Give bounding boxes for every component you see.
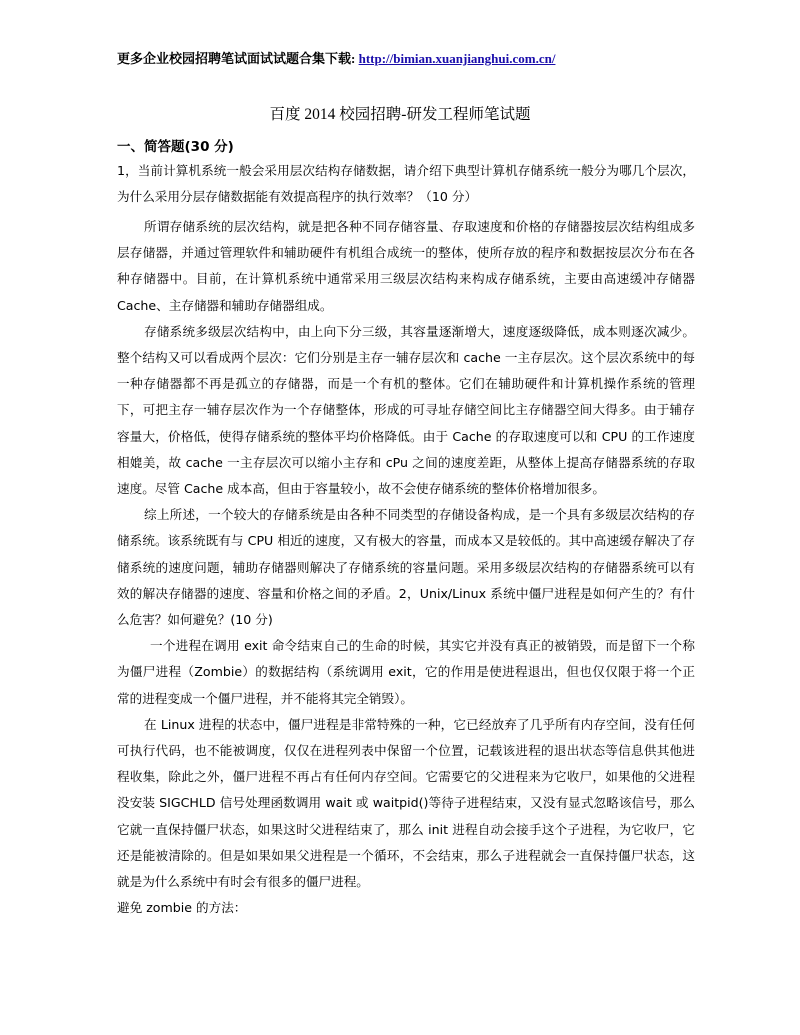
section-heading: 一、简答题(30 分) xyxy=(117,139,234,155)
download-banner xyxy=(117,48,555,67)
document-title: 百度 2014 校园招聘-研发工程师笔试题 xyxy=(269,106,531,123)
answer-1-paragraph-2: 存储系统多级层次结构中，由上向下分三级，其容量逐渐增大，速度逐级降低，成本则逐次减少。整个结构又可以看成两个层次：它们分别是主存一辅存层次和 cache 一主存层次。这个层次系统中的每一种存储器都不再是孤立的存储器，而是一个有机的整体。它们在辅助硬件和计算机操作系统的管理下，可把主存一辅存层次作为一个存储整体，形成的可寻址存储空间比主存储器空间大得多。由于辅存容量大，价格低，使得存储系统的整体平均价格降低。由于 Cache 的存取速度可以和 CPU 的工作速度相媲美，故 cache 一主存层次可以缩小主存和 cPu 之间的速度差距，从整体上提高存储器系统的存取速度。尽管 Cache 成本高，但由于容量较小，故不会使存储系统的整体价格增加很多。 xyxy=(117,323,695,497)
answer-2-paragraph-1: 一个进程在调用 exit 命令结束自己的生命的时候，其实它并没有真正的被销毁，而是留下一个称为僵尸进程（Zombie）的数据结构（系统调用 exit，它的作用是使进程退出，但也仅仅限于将一个正常的进程变成一个僵尸进程，并不能将其完全销毁）。 xyxy=(117,638,695,706)
question-1-text: 1，当前计算机系统一般会采用层次结构存储数据，请介绍下典型计算机存储系统一般分为哪几个层次，为什么采用分层存储数据能有效提高程序的执行效率？（10 分） xyxy=(117,163,695,205)
answer-2-paragraph-2: 在 Linux 进程的状态中，僵尸进程是非常特殊的一种，它已经放弃了几乎所有内存空间，没有任何可执行代码，也不能被调度，仅仅在进程列表中保留一个位置，记载该进程的退出状态等信息供其他进程收集，除此之外，僵尸进程不再占有任何内存空间。它需要它的父进程来为它收尸，如果他的父进程没安装 SIGCHLD 信号处理函数调用 wait 或 waitpid()等待子进程结束，又没有显式忽略该信号，那么它就一直保持僵尸状态，如果这时父进程结束了，那么 init 进程自动会接手这个子进程，为它收尸，它还是能被清除的。但是如果如果父进程是一个循环，不会结束，那么子进程就会一直保持僵尸状态，这就是为什么系统中有时会有很多的僵尸进程。 xyxy=(117,716,695,890)
download-banner-text: 更多企业校园招聘笔试面试试题合集下载: xyxy=(117,51,359,66)
download-link[interactable]: http://bimian.xuanjianghui.com.cn/ xyxy=(358,51,556,66)
answer-1-paragraph-1: 所谓存储系统的层次结构，就是把各种不同存储容量、存取速度和价格的存储器按层次结构组成多层存储器，并通过管理软件和辅助硬件有机组合成统一的整体，使所存放的程序和数据按层次分布在各种存储器中。目前，在计算机系统中通常采用三级层次结构来构成存储系统，主要由高速缓冲存储器 Cache、主存储器和辅助存储器组成。 xyxy=(117,219,695,313)
question-1 xyxy=(117,158,695,210)
answer-2-last-line: 避免 zombie 的方法： xyxy=(117,900,247,916)
answer-1-paragraph-3: 综上所述，一个较大的存储系统是由各种不同类型的存储设备构成，是一个具有多级层次结构的存储系统。该系统既有与 CPU 相近的速度，又有极大的容量，而成本又是较低的。其中高速缓存解决了存储系统的速度问题，辅助存储器则解决了存储系统的容量问题。采用多级层次结构的存储器系统可以有效的解决存储器的速度、容量和价格之间的矛盾。2，Unix/Linux 系统中僵尸进程是如何产生的？有什么危害？如何避免？(10 分) xyxy=(117,507,695,628)
answer-body xyxy=(117,214,695,921)
